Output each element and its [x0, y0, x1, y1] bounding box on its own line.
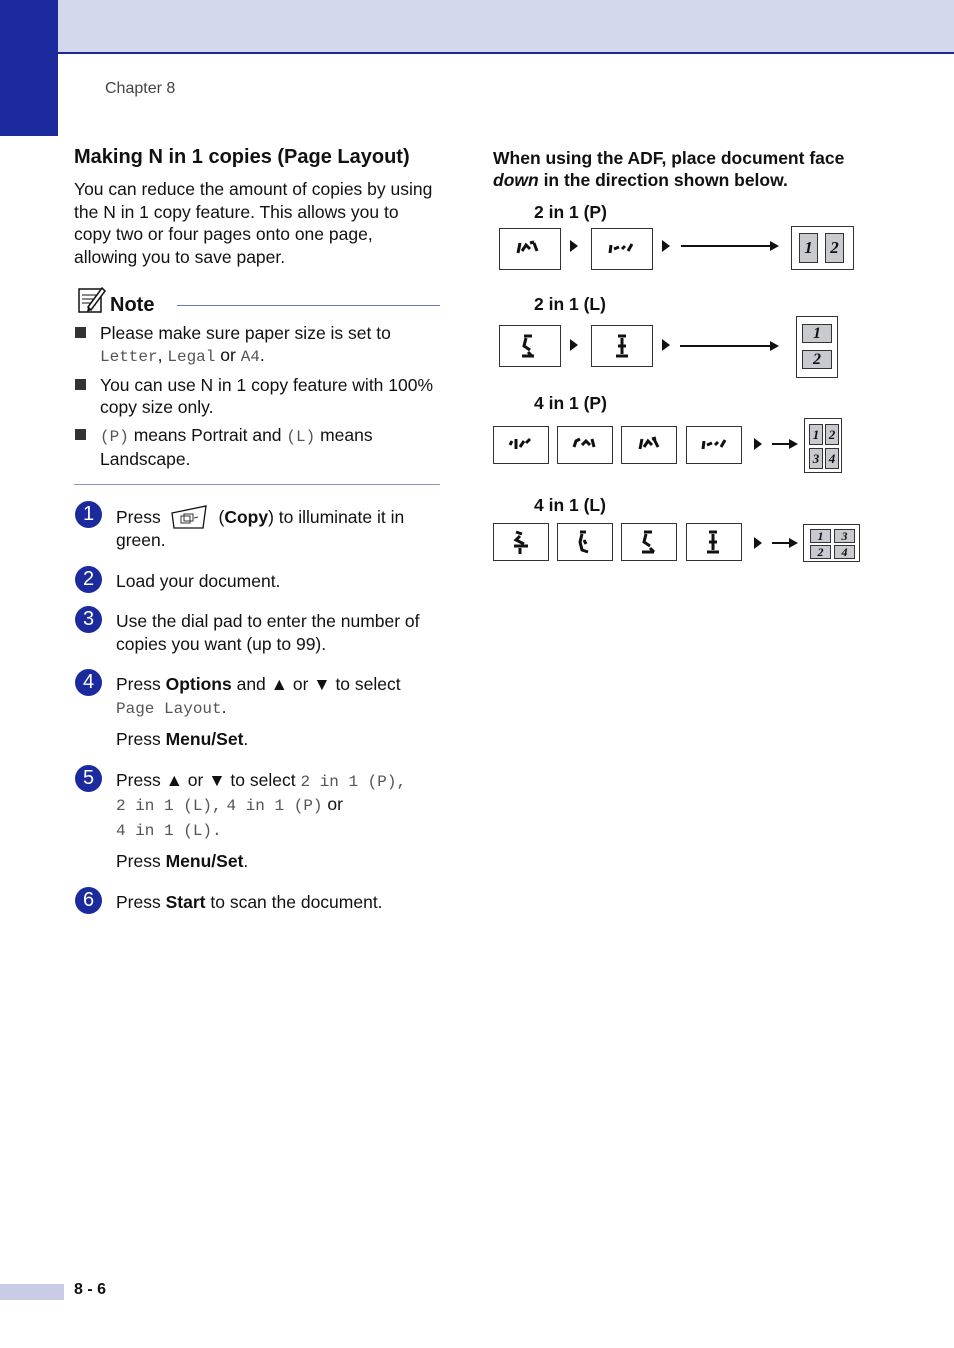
- long-arrow-icon: [681, 245, 777, 247]
- short-arrow-icon: [772, 542, 796, 544]
- result-cell: 1: [809, 424, 823, 445]
- landscape-code: (L): [286, 428, 316, 446]
- note-text: You can use N in 1 copy feature with 100% copy size only.: [100, 375, 434, 417]
- option-4in1-l: 4 in 1 (L): [116, 821, 213, 840]
- step-text: Press: [116, 507, 161, 527]
- result-4in1-p: [804, 418, 842, 473]
- layout-title-4in1-l: 4 in 1 (L): [534, 495, 606, 515]
- document-page-3: [621, 426, 677, 464]
- separator: ,: [157, 345, 163, 365]
- document-page-1: [499, 325, 561, 367]
- conjunction: or: [220, 345, 236, 365]
- option-2in1-l: 2 in 1 (L): [116, 797, 213, 815]
- arrow-right-icon: [754, 537, 762, 549]
- landscape-glyph-icon: [622, 524, 676, 560]
- paper-legal: Legal: [167, 348, 216, 366]
- landscape-glyph-icon: [687, 524, 741, 560]
- portrait-glyph-icon: [592, 229, 652, 269]
- landscape-glyph-icon: [494, 524, 548, 560]
- step-2: [74, 567, 440, 593]
- paper-a4: A4: [240, 348, 260, 366]
- result-cell: 1: [802, 324, 832, 343]
- period: .: [243, 729, 249, 749]
- document-page-2: [591, 325, 653, 367]
- step-1: [74, 505, 440, 552]
- document-page-1: [493, 523, 549, 561]
- options-key-label: Options: [165, 674, 232, 694]
- step-number: 4: [75, 669, 102, 696]
- chapter-label: Chapter 8: [105, 80, 176, 97]
- step-4: [74, 673, 440, 751]
- result-cell: 1: [799, 233, 818, 263]
- note-text: Please make sure paper size is set to: [100, 323, 391, 343]
- portrait-glyph-icon: [687, 427, 741, 463]
- arrow-right-icon: [662, 240, 670, 252]
- result-cell: 1: [810, 529, 831, 543]
- landscape-glyph-icon: [500, 326, 560, 366]
- portrait-glyph-icon: [558, 427, 612, 463]
- copy-key-icon: [170, 505, 208, 529]
- step-3: [74, 610, 440, 655]
- arrow-right-icon: [662, 339, 670, 351]
- step-5: [74, 766, 440, 873]
- adf-text: When using the ADF, place document face: [493, 148, 845, 168]
- document-page-2: [557, 426, 613, 464]
- step-number: 5: [75, 765, 102, 792]
- long-arrow-icon: [680, 345, 777, 347]
- period: .: [243, 851, 249, 871]
- result-cell: 2: [825, 233, 844, 263]
- step-text: Press: [116, 674, 161, 694]
- note-end-rule: [74, 484, 440, 485]
- adf-heading: [493, 147, 893, 191]
- menu-value: Page Layout: [116, 699, 222, 718]
- layout-title-2in1-l: 2 in 1 (L): [534, 294, 606, 314]
- period: .: [212, 821, 222, 840]
- note-header: [74, 288, 440, 318]
- result-2in1-l: [796, 316, 838, 378]
- note-rule: [177, 305, 440, 306]
- paper-letter: Letter: [100, 348, 158, 366]
- step-4-confirm: [116, 728, 440, 751]
- period: .: [221, 696, 227, 717]
- step-text: and ▲ or ▼ to select: [236, 674, 401, 694]
- step-number: 6: [75, 887, 102, 914]
- portrait-glyph-icon: [494, 427, 548, 463]
- conjunction: or: [327, 794, 343, 814]
- result-2in1-p: [791, 226, 854, 270]
- result-cell: 2: [825, 424, 839, 445]
- layout-title-4in1-p: 4 in 1 (P): [534, 393, 607, 413]
- start-key-label: Start: [165, 891, 206, 912]
- layout-title-2in1-p: 2 in 1 (P): [534, 202, 607, 222]
- paren: (: [218, 507, 225, 527]
- arrow-right-icon: [570, 240, 578, 252]
- step-5-confirm: [116, 850, 440, 873]
- footer-band: [0, 1284, 64, 1300]
- header-band: [0, 0, 954, 54]
- note-item-copy-size: [74, 374, 440, 418]
- step-number: 1: [75, 501, 102, 528]
- step-text: Press: [116, 891, 161, 912]
- step-text: Press: [116, 851, 161, 871]
- portrait-glyph-icon: [622, 427, 676, 463]
- bullet-square-icon: [75, 327, 86, 338]
- left-column: [74, 146, 440, 913]
- result-cell: 2: [810, 545, 831, 559]
- option-2in1-p: 2 in 1 (P): [300, 772, 397, 791]
- result-cell: 3: [834, 529, 855, 543]
- step-text: to scan the document.: [210, 891, 383, 912]
- step-6: [74, 888, 440, 914]
- result-cell: 4: [825, 448, 839, 469]
- option-4in1-p: 4 in 1 (P): [226, 797, 323, 815]
- document-page-1: [499, 228, 561, 270]
- menu-set-key-label: Menu/Set: [165, 729, 244, 749]
- section-title: Making N in 1 copies (Page Layout): [74, 146, 410, 168]
- menu-set-key-label: Menu/Set: [165, 851, 244, 871]
- adf-text: in the direction shown below.: [543, 170, 788, 190]
- step-number: 3: [75, 606, 102, 633]
- document-page-4: [686, 426, 742, 464]
- note-text: means Landscape.: [100, 425, 373, 469]
- bullet-square-icon: [75, 379, 86, 390]
- period: .: [259, 345, 265, 365]
- portrait-glyph-icon: [500, 229, 560, 269]
- arrow-right-icon: [754, 438, 762, 450]
- landscape-glyph-icon: [592, 326, 652, 366]
- document-page-1: [493, 426, 549, 464]
- landscape-glyph-icon: [558, 524, 612, 560]
- step-text: Press: [116, 729, 161, 749]
- document-page-4: [686, 523, 742, 561]
- page-number: 8 - 6: [74, 1281, 107, 1298]
- separator: ,: [212, 797, 222, 815]
- result-cell: 3: [809, 448, 823, 469]
- step-number: 2: [75, 566, 102, 593]
- step-text: Use the dial pad to enter the number of copies you want (up to 99).: [116, 611, 420, 654]
- document-page-2: [557, 523, 613, 561]
- result-cell: 2: [802, 350, 832, 369]
- step-text: Press ▲ or ▼ to select: [116, 769, 296, 790]
- adf-emphasis: down: [493, 170, 539, 190]
- note-item-paper-size: [74, 322, 440, 368]
- intro-paragraph: You can reduce the amount of copies by using the N in 1 copy feature. This allows you to copy two or four pages onto one page, allowing you to save paper.: [74, 179, 433, 267]
- note-text: means Portrait and: [133, 425, 282, 445]
- separator: ,: [396, 772, 407, 791]
- pencil-note-icon: [76, 285, 106, 315]
- result-4in1-l: [803, 524, 860, 562]
- document-page-3: [621, 523, 677, 561]
- copy-key-label: Copy: [224, 507, 269, 527]
- bullet-square-icon: [75, 429, 86, 440]
- result-cell: 4: [834, 545, 855, 559]
- note-item-orientation: [74, 424, 440, 470]
- step-text: ) to illuminate it in green.: [116, 507, 405, 550]
- note-label: Note: [110, 294, 155, 316]
- portrait-code: (P): [100, 428, 129, 446]
- chapter-tab: [0, 0, 58, 136]
- short-arrow-icon: [772, 443, 796, 445]
- step-text: Load your document.: [116, 570, 281, 591]
- arrow-right-icon: [570, 339, 578, 351]
- adf-instructions: [493, 147, 893, 191]
- document-page-2: [591, 228, 653, 270]
